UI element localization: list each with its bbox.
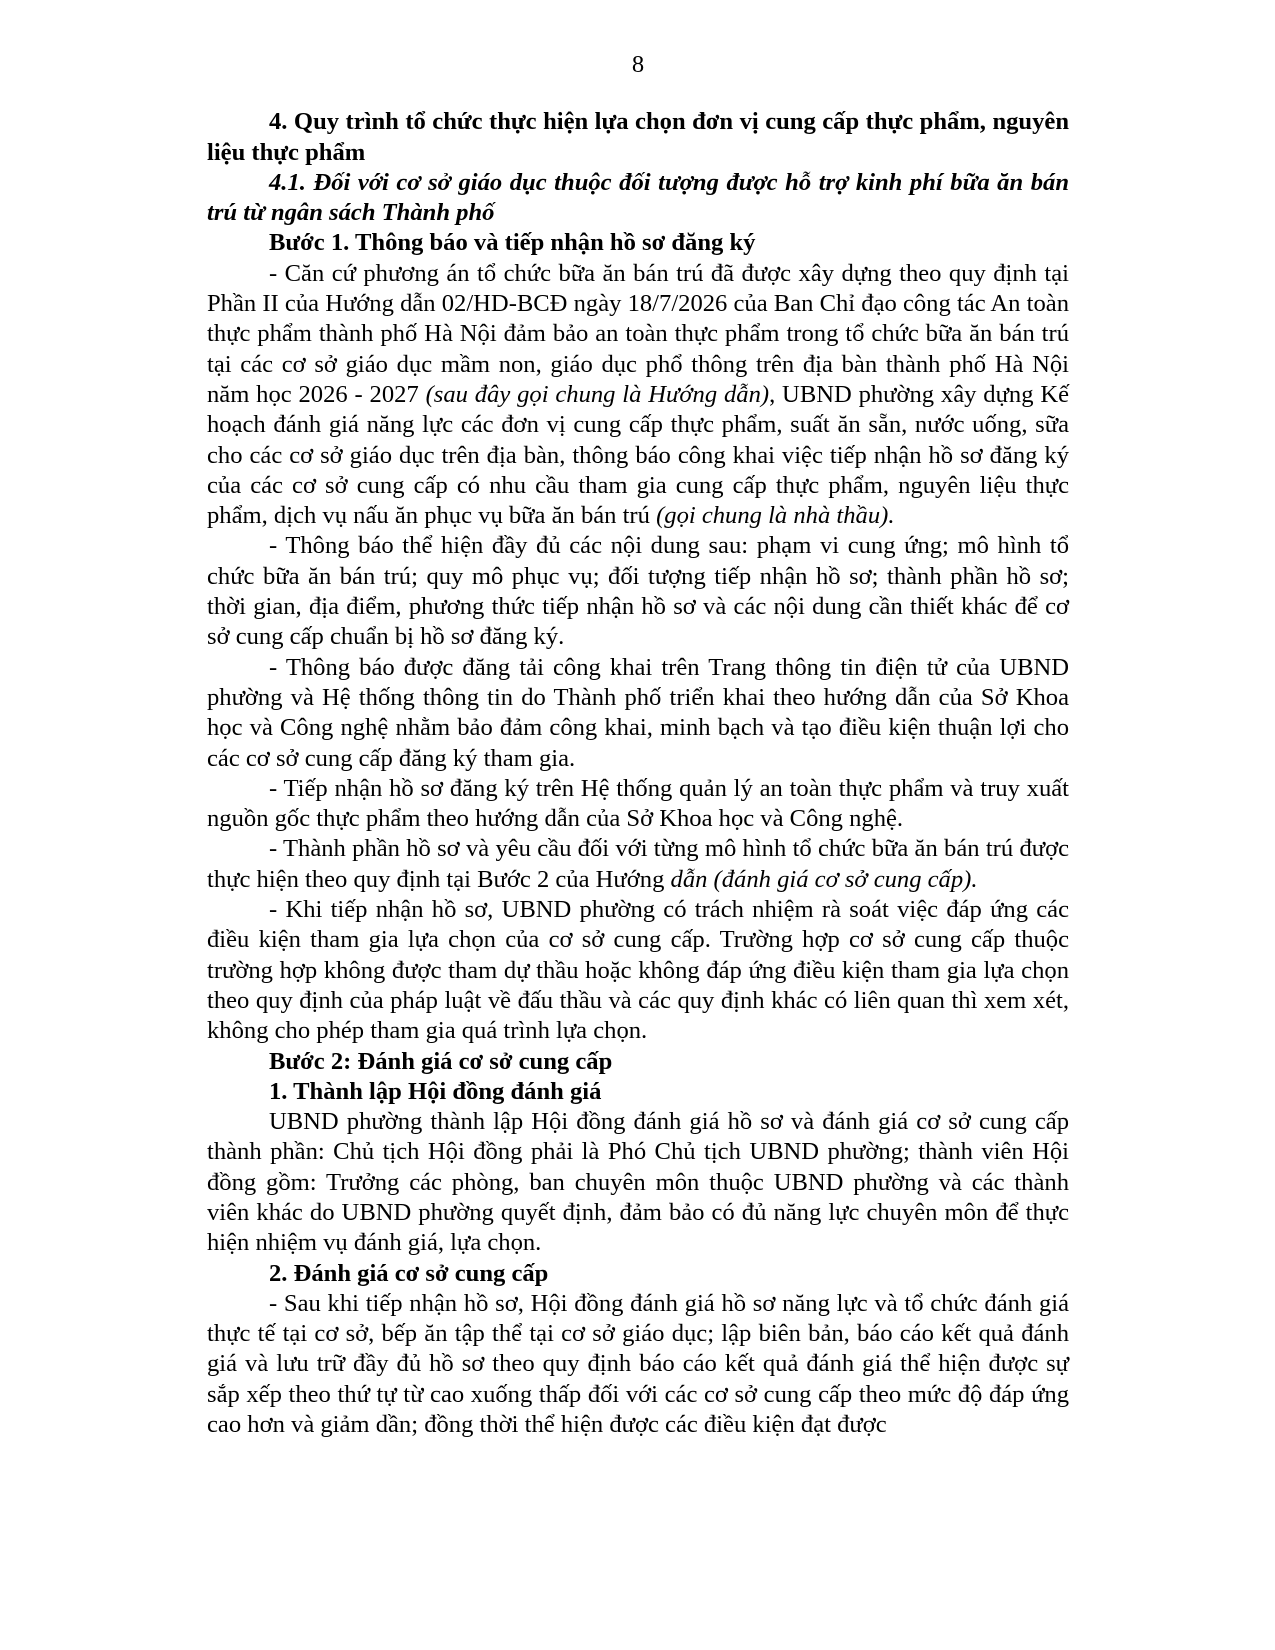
step2-sub1-paragraph: UBND phường thành lập Hội đồng đánh giá hồ sơ và đánh giá cơ sở cung cấp thành phần: Chủ tịch Hội đồng phải là Phó Chủ tịch UBND phường; thành viên Hội đồng gồm: Trưởng các phòng, ban chuyên môn thuộc UBND phường và các thành viên khác do UBND phường quyết định, đảm bảo có đủ năng lực chuyên môn để thực hiện nhiệm vụ đánh giá, lựa chọn. bbox=[207, 1108, 1069, 1257]
step1-paragraph-5 bbox=[207, 834, 1069, 895]
section-heading: 4. Quy trình tổ chức thực hiện lựa chọn đơn vị cung cấp thực phẩm, nguyên liệu thực phẩm bbox=[207, 108, 1069, 166]
step1-p5-italic-b: dẫn (đánh giá cơ sở cung cấp). bbox=[670, 865, 978, 893]
step1-paragraph-4: - Tiếp nhận hồ sơ đăng ký trên Hệ thống quản lý an toàn thực phẩm và truy xuất nguồn gốc thực phẩm theo hướng dẫn của Sở Khoa học và Công nghệ. bbox=[207, 774, 1069, 833]
step1-paragraph-6: - Khi tiếp nhận hồ sơ, UBND phường có trách nhiệm rà soát việc đáp ứng các điều kiện tham gia lựa chọn của cơ sở cung cấp. Trường hợp cơ sở cung cấp thuộc trường hợp không được tham dự thầu hoặc không đáp ứng điều kiện tham gia lựa chọn theo quy định của pháp luật về đấu thầu và các quy định khác có liên quan thì xem xét, không cho phép tham gia quá trình lựa chọn. bbox=[207, 896, 1069, 1045]
step2-sub2-title: 2. Đánh giá cơ sở cung cấp bbox=[269, 1259, 549, 1287]
subsection-heading: 4.1. Đối với cơ sở giáo dục thuộc đối tượng được hỗ trợ kinh phí bữa ăn bán trú từ ngân sách Thành phố bbox=[207, 168, 1069, 227]
step1-p1-italic-b: (sau đây gọi chung là Hướng dẫn) bbox=[425, 380, 770, 408]
step1-p1-italic-d: (gọi chung là nhà thầu). bbox=[656, 502, 895, 530]
step1-paragraph-2: - Thông báo thể hiện đầy đủ các nội dung sau: phạm vi cung ứng; mô hình tổ chức bữa ăn bán trú; quy mô phục vụ; đối tượng tiếp nhận hồ sơ; thành phần hồ sơ; thời gian, địa điểm, phương thức tiếp nhận hồ sơ và các nội dung cần thiết khác để cơ sở cung cấp chuẩn bị hồ sơ đăng ký. bbox=[207, 532, 1069, 651]
document-page bbox=[207, 50, 1069, 1440]
step1-paragraph-1 bbox=[207, 259, 1069, 532]
step1-p5-text-a: - Thành phần hồ sơ và yêu cầu đối với từng mô hình tổ chức bữa ăn bán trú được thực hiện theo quy định tại Bước 2 của Hướng bbox=[207, 835, 1069, 893]
page-number: 8 bbox=[631, 51, 645, 78]
step1-paragraph-3: - Thông báo được đăng tải công khai trên Trang thông tin điện tử của UBND phường và Hệ thống thông tin do Thành phố triển khai theo hướng dẫn của Sở Khoa học và Công nghệ nhằm bảo đảm công khai, minh bạch và tạo điều kiện thuận lợi cho các cơ sở cung cấp đăng ký tham gia. bbox=[207, 653, 1069, 772]
step1-title: Bước 1. Thông báo và tiếp nhận hồ sơ đăng ký bbox=[269, 229, 756, 257]
step2-sub2-paragraph: - Sau khi tiếp nhận hồ sơ, Hội đồng đánh giá hồ sơ năng lực và tổ chức đánh giá thực tế tại cơ sở, bếp ăn tập thể tại cơ sở giáo dục; lập biên bản, báo cáo kết quả đánh giá và lưu trữ đầy đủ hồ sơ theo quy định báo cáo kết quả đánh giá thể hiện được sự sắp xếp theo thứ tự từ cao xuống thấp đối với các cơ sở cung cấp theo mức độ đáp ứng cao hơn và giảm dần; đồng thời thể hiện được các điều kiện đạt được bbox=[207, 1289, 1069, 1439]
step1-p1-text-a: - Căn cứ phương án tổ chức bữa ăn bán trú đã được xây dựng theo quy định tại Phần II của Hướng dẫn 02/HD-BCĐ ngày 18/7/2026 của Ban Chỉ đạo công tác An toàn thực phẩm thành phố Hà Nội đảm bảo an toàn thực phẩm trong tổ chức bữa ăn bán trú tại các cơ sở giáo dục mầm non, giáo dục phổ thông trên địa bàn thành phố Hà Nội năm học 2026 - 2027 bbox=[207, 259, 1069, 408]
step2-title: Bước 2: Đánh giá cơ sở cung cấp bbox=[269, 1047, 613, 1075]
step1-p1-text-c: , UBND phường xây dựng Kế hoạch đánh giá năng lực các đơn vị cung cấp thực phẩm, suất ăn sẵn, nước uống, sữa cho các cơ sở giáo dục trên địa bàn, thông báo công khai việc tiếp nhận hồ sơ đăng ký của các cơ sở cung cấp có nhu cầu tham gia cung cấp thực phẩm, nguyên liệu thực phẩm, dịch vụ nấu ăn phục vụ bữa ăn bán trú bbox=[207, 380, 1069, 530]
step2-sub1-title: 1. Thành lập Hội đồng đánh giá bbox=[269, 1077, 602, 1105]
